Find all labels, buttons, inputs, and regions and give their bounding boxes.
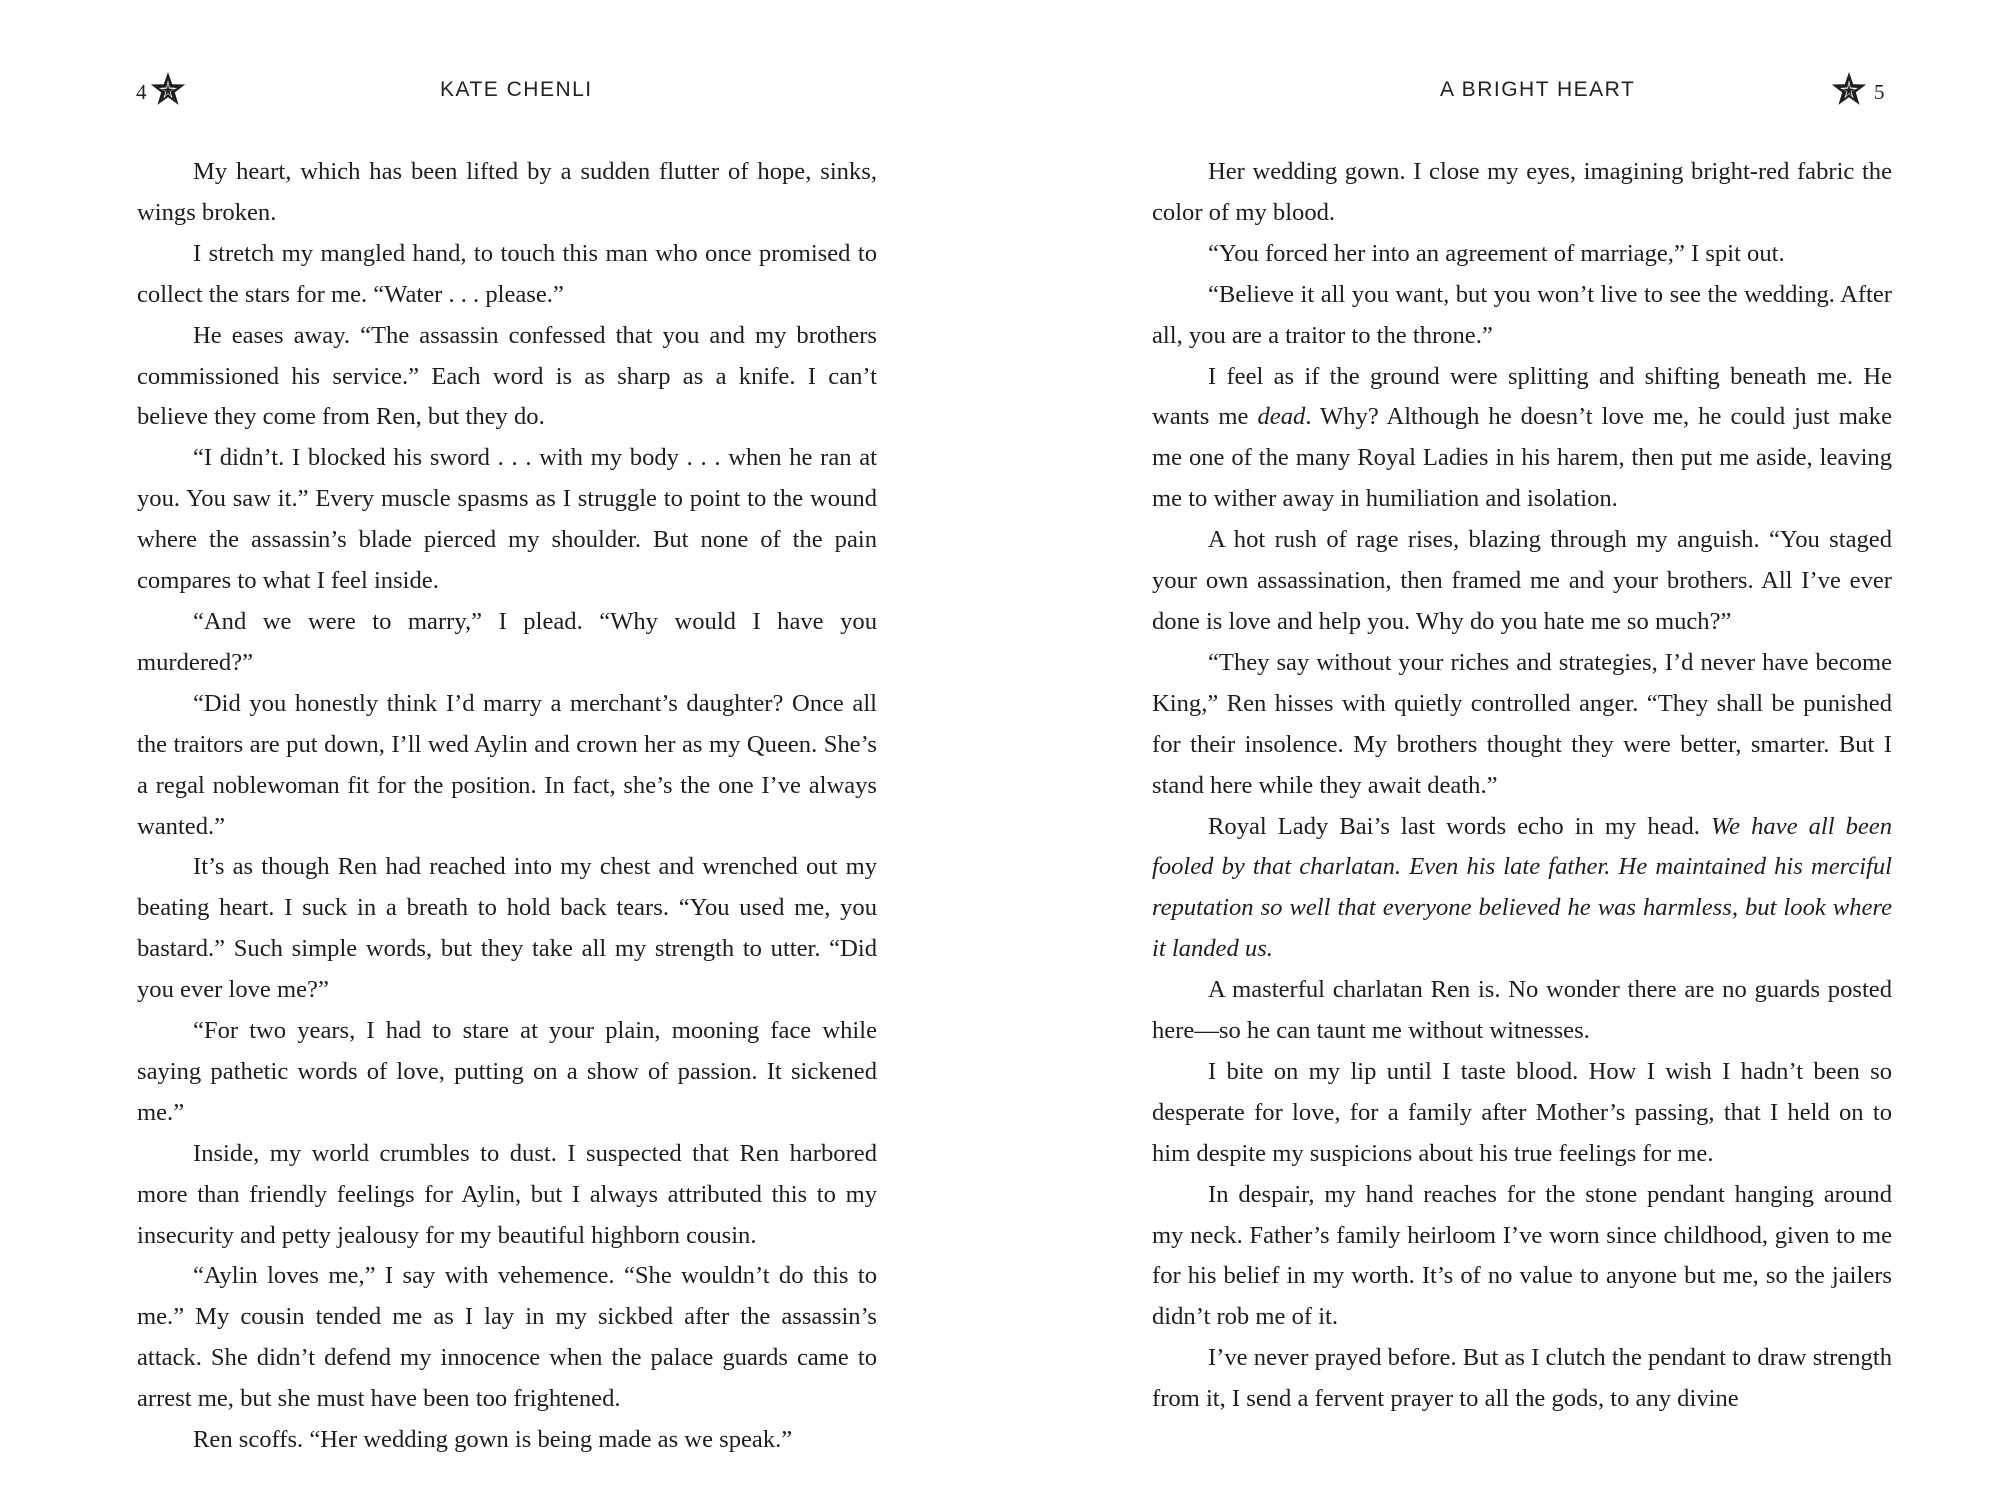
paragraph-text: I feel as if the ground were splitting and shifting beneath me. He wants me: [1152, 362, 1892, 431]
page-number: 4: [136, 80, 147, 104]
paragraph: A hot rush of rage rises, blazing through my anguish. “You staged your own assassination, then framed me and your brothers. All I’ve ever done is love and help you. Why do you hate me so much?”: [1152, 526, 1892, 635]
paragraph: “They say without your riches and strategies, I’d never have become King,” Ren hisses with quietly controlled anger. “They shall be punished for their insolence. My brothers thought they were better, smarter. But I stand here while they await death.”: [1152, 648, 1892, 799]
paragraph-text: . Why? Although he doesn’t love me, he could just make me one of the many Royal Ladies in his harem, then put me aside, leaving me to wither away in humiliation and isolation.: [1152, 403, 1892, 513]
paragraph: A masterful charlatan Ren is. No wonder there are no guards posted here—so he can taunt me without witnesses.: [1152, 976, 1892, 1045]
paragraph: My heart, which has been lifted by a sudden flutter of hope, sinks, wings broken.: [137, 158, 877, 226]
star-icon: [1829, 70, 1869, 110]
paragraph: Ren scoffs. “Her wedding gown is being made as we speak.”: [193, 1426, 793, 1454]
page-number: 5: [1874, 80, 1885, 104]
paragraph: “I didn’t. I blocked his sword . . . with my body . . . when he ran at you. You saw it.” Every muscle spasms as I struggle to point to the wound where the assassin’s blade pierced my shoulder. But none of the pain compares to what I feel inside.: [137, 444, 877, 595]
paragraph: It’s as though Ren had reached into my chest and wrenched out my beating heart. I suck in a breath to hold back tears. “You used me, you bastard.” Such simple words, but they take all my strength to utter. “Did you ever love me?”: [137, 853, 877, 1004]
left-body-text: [137, 152, 877, 1461]
paragraph: I bite on my lip until I taste blood. How I wish I hadn’t been so desperate for love, for a family after Mother’s passing, that I held on to him despite my suspicions about his true feelings for me.: [1152, 1057, 1892, 1167]
emphasis-text: We have all been fooled by that charlatan. Even his late father. He maintained his merciful reputation so well that everyone believed he was harmless, but look where it landed us.: [1152, 812, 1893, 963]
paragraph: Inside, my world crumbles to dust. I suspected that Ren harbored more than friendly feelings for Aylin, but I always attributed this to my insecurity and petty jealousy for my beautiful highborn cousin.: [137, 1139, 877, 1249]
paragraph: [1152, 357, 1892, 521]
paragraph: “Aylin loves me,” I say with vehemence. “She wouldn’t do this to me.” My cousin tended me as I lay in my sickbed after the assassin’s attack. She didn’t defend my innocence when the palace guards came to arrest me, but she must have been too frightened.: [137, 1262, 877, 1413]
emphasis-text: dead: [1257, 403, 1306, 431]
paragraph: “For two years, I had to stare at your plain, mooning face while saying pathetic words of love, putting on a show of passion. It sickened me.”: [137, 1017, 877, 1126]
paragraph: He eases away. “The assassin confessed that you and my brothers commissioned his service.” Each word is as sharp as a knife. I can’t believe they come from Ren, but they do.: [137, 321, 877, 431]
paragraph: I’ve never prayed before. But as I clutch the pendant to draw strength from it, I send a fervent prayer to all the gods, to any divine: [1152, 1344, 1892, 1413]
paragraph: I stretch my mangled hand, to touch this man who once promised to collect the stars for me. “Water . . . please.”: [137, 239, 877, 308]
star-icon: [148, 70, 188, 110]
paragraph: “Did you honestly think I’d marry a merchant’s daughter? Once all the traitors are put down, I’ll wed Aylin and crown her as my Queen. She’s a regal noblewoman fit for the position. In fact, she’s the one I’ve always wanted.”: [137, 689, 877, 840]
paragraph-text: Royal Lady Bai’s last words echo in my head.: [1208, 812, 1711, 840]
right-body-text: [1152, 152, 1892, 1420]
running-head-title: A BRIGHT HEART: [1440, 78, 1636, 101]
paragraph: “You forced her into an agreement of marriage,” I spit out.: [1208, 239, 1785, 267]
paragraph: “And we were to marry,” I plead. “Why would I have you murdered?”: [137, 607, 877, 676]
running-head-author: KATE CHENLI: [440, 78, 593, 101]
paragraph: Her wedding gown. I close my eyes, imagining bright-red fabric the color of my blood.: [1152, 158, 1892, 226]
paragraph: [1152, 807, 1892, 971]
paragraph: In despair, my hand reaches for the stone pendant hanging around my neck. Father’s family heirloom I’ve worn since childhood, given to me for his belief in my worth. It’s of no value to anyone but me, so the jailers didn’t rob me of it.: [1152, 1180, 1892, 1331]
right-page: [1000, 0, 2000, 1500]
paragraph: “Believe it all you want, but you won’t live to see the wedding. After all, you are a traitor to the throne.”: [1152, 280, 1892, 349]
